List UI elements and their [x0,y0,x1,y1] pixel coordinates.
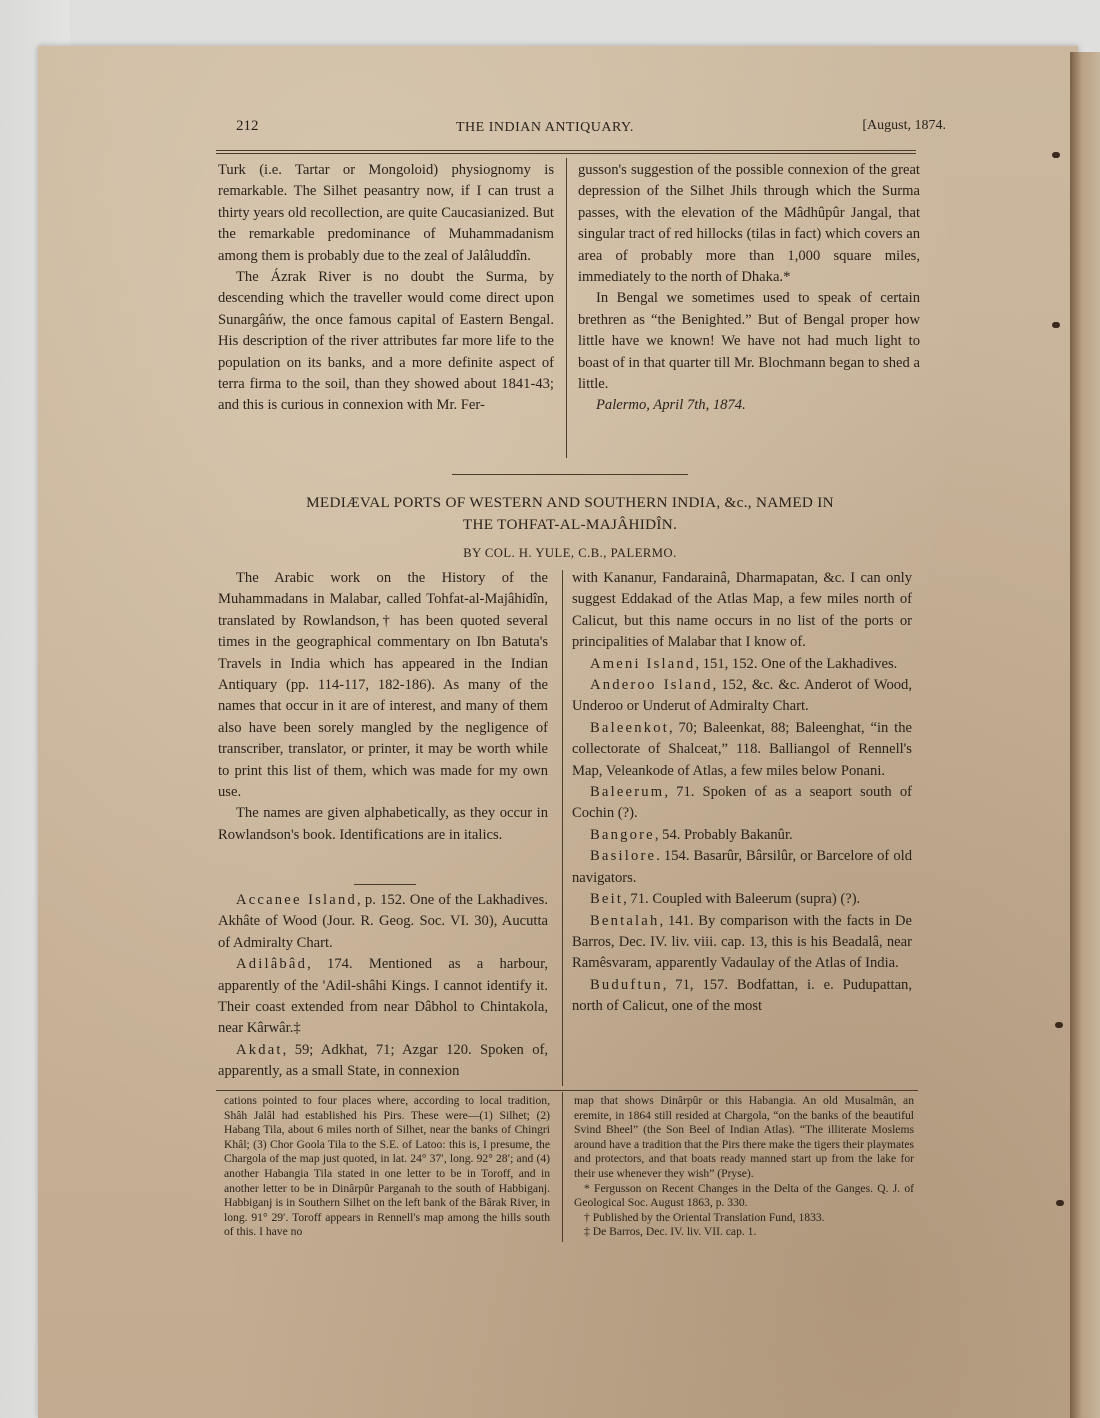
entry-head: Baleenkot [590,719,669,736]
entry [572,911,912,975]
entries-rule [354,884,416,885]
paragraph: The Arabic work on the History of the Muhammadans in Malabar, called Tohfat-al-Majâhidîn, translated by Rowlandson,† has been quoted several times in the geographical commentary on Ibn Batuta's Travels in India which has appeared in the Indian Antiquary (pp. 114-117, 182-186). As many of the names that occur in it are of interest, and many of them also have been sorely mangled by the negligence of transcriber, translator, or printer, it may be worth while to print this list of them, which was made for my own use. [218,570,548,801]
journal-title: THE INDIAN ANTIQUARY. [456,120,634,135]
entry-head: Bangore [590,826,655,843]
entry [218,1040,548,1083]
entry [572,654,912,675]
binding-hole [1056,1200,1064,1206]
footnote: map that shows Dinârpûr or this Habangia. An old Musalmân, an eremite, in 1864 still resided at Chargola, “on the banks of the beautiful Svind Bheel” (the Son Beel of Indian Atlas). “The illiterate Moslems around have a tradition that the Pirs there make the tigers their playmates and protectors, and that boats ready manned start up from the lake for their use whenever they wish” (Pryse). [574,1094,914,1180]
binding-edge [1070,52,1100,1418]
entry-head: Adilâbâd [236,956,308,973]
paper-page [38,46,1078,1418]
article-title-line: THE TOHFAT-AL-MAJÂHIDÎN. [462,516,678,533]
paragraph: The names are given alphabetically, as they occur in Rowlandson's book. Identifications are in italics. [218,805,548,843]
entry-text: , 151, 152. One of the Lakhadives. [695,655,898,672]
paragraph: Turk (i.e. Tartar or Mongoloid) physiognomy is remarkable. The Silhet peasantry now, if I can trust a thirty years old recollection, are quite Caucasianized. But the remarkable predominance of Muhammadanism among them is probably due to the zeal of Jalâluddîn. [218,162,554,264]
entry [218,890,548,954]
column-rule [562,1092,563,1242]
entry [572,782,912,825]
entry [572,825,912,846]
page-number: 212 [236,118,259,134]
entry-text: , 152, &c. &c. Anderot of Wood, Underoo or Underut of Admiralty Chart. [572,677,912,715]
entry-head: Bentalah [590,912,660,929]
entry-text: , p. 152. One of the Lakhadives. Akhâte of Wood (Jour. R. Geog. Soc. VI. 30), Aucutta of Admiralty Chart. [218,892,548,951]
byline: BY COL. H. YULE, C.B., PALERMO. [463,546,677,560]
entry-text: , 174. Mentioned as a harbour, apparently of the 'Adil-shâhi Kings. I cannot identify it. Their coast extended from near Dâbhol to Chintakola, near Kârwâr.‡ [218,956,548,1037]
issue-date: [August, 1874. [862,118,946,133]
header-rule [216,153,916,154]
entries-left [218,890,548,1083]
entry-head: Accanee Island [236,892,357,908]
footnote: ‡ De Barros, Dec. IV. liv. VII. cap. 1. [584,1225,757,1239]
top-right-column [578,160,920,417]
entry [572,889,912,910]
entry-head: Baleerum [590,784,665,801]
footnotes-left [224,1094,550,1240]
entry-text: , 71. Coupled with Baleerum (supra) (?). [623,891,861,908]
top-left-column [218,160,554,417]
binding-hole [1055,1022,1063,1028]
entry-text: , 141. By comparison with the facts in De Barros, Dec. IV. liv. viii. cap. 13, this is his Beadalâ, near Ramêsvaram, apparently Vadaulay of the Atlas of India. [572,912,912,972]
footnote: * Fergusson on Recent Changes in the Delta of the Ganges. Q. J. of Geological Soc. August 1863, p. 330. [574,1181,914,1210]
entry-text: , 70; Baleenkat, 88; Baleenghat, “in the collectorate of Shalceat,” 118. Balliangol of Rennell's Map, Veleankode of Atlas, a few miles below Ponani. [572,719,912,779]
paragraph: with Kananur, Fandarainâ, Dharmapatan, &c. I can only suggest Eddakad of the Atlas Map, a few miles north of Calicut, but this name occurs in no list of the ports or principalities of Malabar that I know of. [572,570,912,651]
entry-head: Ameni Island [590,655,696,672]
entry-head: Beit [590,891,624,908]
entry [572,846,912,889]
footnote-rule [216,1090,918,1091]
entry-text: , 71, 157. Bodfattan, i. e. Pudupattan, north of Calicut, one of the most [572,976,912,1015]
article-title [236,492,904,536]
section-rule [452,474,688,475]
binding-hole [1052,152,1060,158]
entry-head: Buduftun [590,976,663,993]
footnotes-right [574,1094,914,1240]
article-title-line: MEDIÆVAL PORTS OF WESTERN AND SOUTHERN INDIA, &c., NAMED IN [306,494,834,511]
entry-text: , 59; Adkhat, 71; Azgar 120. Spoken of, apparently, as a small State, in connexion [218,1041,548,1080]
entry-text: . 154. Basarûr, Bârsilûr, or Barcelore of old navigators. [572,848,912,886]
entry [572,675,912,718]
binding-hole [1052,322,1060,328]
header-rule [216,150,916,151]
entry [218,954,548,1040]
paragraph: The Ázrak River is no doubt the Surma, by descending which the traveller would come direct upon Sunargâńw, the once famous capital of Eastern Bengal. His description of the river attributes far more life to the population on its banks, and a more definite aspect of terra firma to the soil, than they showed about 1841-43; and this is curious in connexion with Mr. Fer- [218,269,554,414]
footnote: cations pointed to four places where, according to local tradition, Shâh Jalâl had established his Pirs. These were—(1) Silhet; (2) Habang Tila, about 6 miles north of Silhet, near the banks of Chingri Khâl; (3) Chor Goola Tila to the S.E. of Latoo: this is, I presume, the Chargola of the map just quoted, in lat. 24° 37′, long. 92° 28′; and (4) another Habangia Tila stated in one letter to be in Toroff, and in another letter to be in Dinârpûr Parganah to the south of Habbiganj. Habbiganj is in Southern Silhet on the left bank of the Bârak River, in long. 91° 29′. Toroff appears in Rennell's map among the hills south of this. I have no [224,1094,550,1239]
column-rule [562,570,563,1086]
dateline: Palermo, April 7th, 1874. [596,397,746,414]
paragraph: gusson's suggestion of the possible connexion of the great depression of the Silhet Jhils through which the Surma passes, with the elevation of the Mâdhûpûr Jangal, that singular tract of red hillocks (tilas in fact) which covers an area of probably more than 1,000 square miles, immediately to the north of Dhaka.* [578,162,920,286]
entry [572,718,912,782]
article-left-column [218,568,548,846]
entry-text: , 54. Probably Bakanûr. [654,826,793,843]
entry-text: , 71. Spoken of as a seaport south of Cochin (?). [572,784,912,822]
entry-head: Anderoo Island [590,677,713,694]
paragraph: In Bengal we sometimes used to speak of certain brethren as “the Benighted.” But of Bengal proper how little have we known! We have not had much light to boast of in that quarter till Mr. Blochmann began to shed a little. [578,290,920,393]
entry-head: Akdat [236,1041,283,1058]
column-rule [566,158,567,458]
footnote: † Published by the Oriental Translation Fund, 1833. [584,1210,825,1224]
entry [572,975,912,1018]
article-right-column [572,568,912,1018]
running-header [236,118,946,138]
entry-head: Basilore [590,848,657,865]
